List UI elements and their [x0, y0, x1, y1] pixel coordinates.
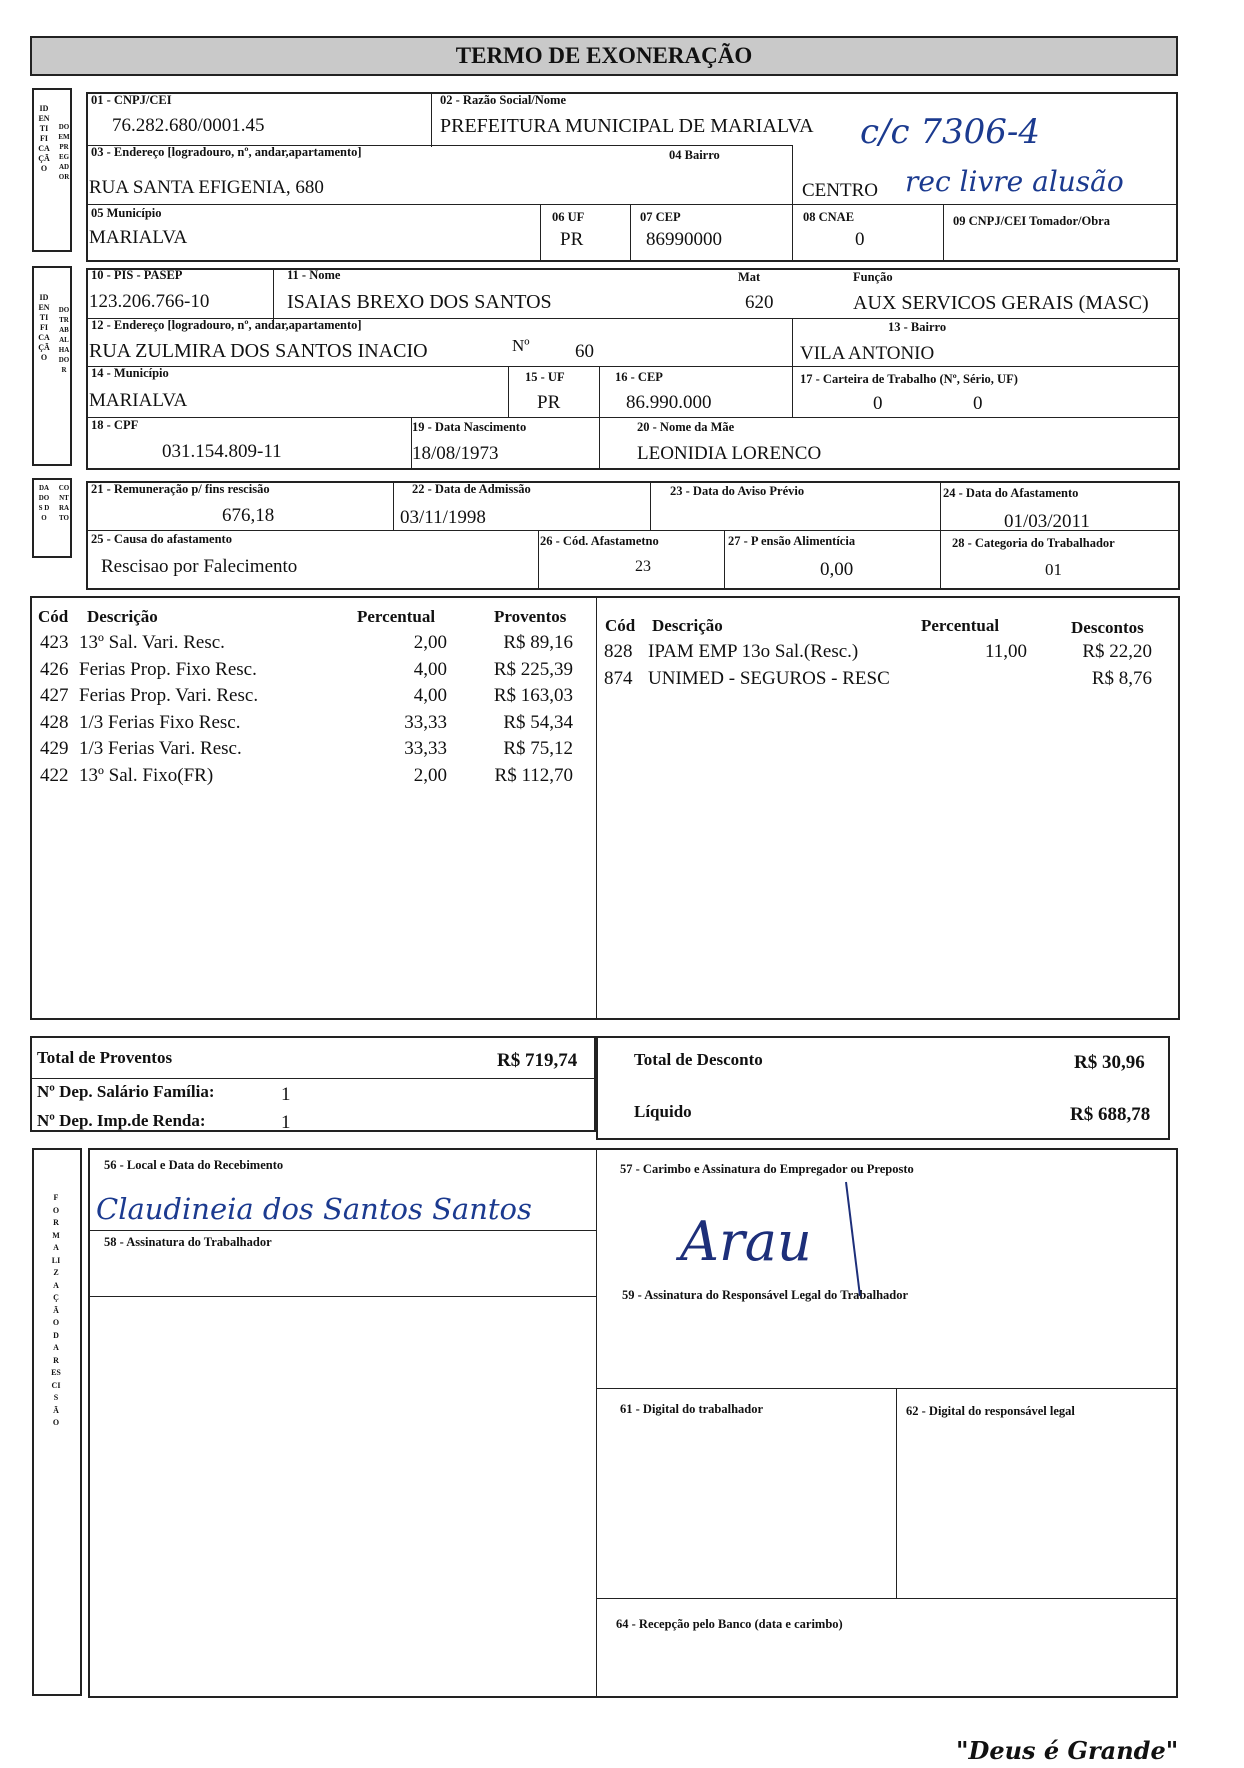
prov-h-perc: Percentual — [357, 607, 436, 626]
f61-label: 61 - Digital do trabalhador — [620, 1402, 764, 1416]
worker-side-label-1: IDENTIFICAÇÃO — [38, 293, 50, 362]
causa-value: Rescisao por Falecimento — [101, 556, 298, 577]
proventos-row-desc: 1/3 Ferias Fixo Resc. — [79, 711, 241, 733]
worker-num-value: 60 — [575, 341, 594, 362]
descontos-row-cod: 828 — [604, 641, 633, 662]
admissao-value: 03/11/1998 — [400, 507, 486, 528]
employer-signature: Arau — [680, 1210, 812, 1273]
salario-familia-value: 1 — [281, 1084, 291, 1105]
proventos-row-cod: 429 — [40, 738, 69, 760]
proventos-row-val: R$ 89,16 — [503, 632, 573, 653]
ctps-label: 17 - Carteira de Trabalho (Nº, Sério, UF) — [800, 372, 1018, 386]
mat-value: 620 — [745, 292, 774, 313]
worker-uf-value: PR — [537, 392, 561, 413]
div — [508, 366, 509, 417]
proventos-row-val: R$ 225,39 — [493, 658, 573, 680]
funcao-label: Função — [853, 270, 893, 284]
div — [88, 1230, 596, 1231]
proventos-row-cod: 422 — [40, 765, 69, 786]
div — [86, 417, 1180, 418]
div — [896, 1388, 897, 1598]
nasc-value: 18/08/1973 — [412, 443, 499, 464]
descontos-row-perc: 11,00 — [984, 641, 1027, 662]
f56-label: 56 - Local e Data do Recebimento — [104, 1158, 284, 1172]
pensao-value: 0,00 — [820, 559, 854, 580]
cnpj-label: 01 - CNPJ/CEI — [91, 93, 172, 107]
proventos-row-perc: 33,33 — [404, 711, 447, 733]
proventos-row-perc: 4,00 — [413, 658, 447, 680]
div — [596, 596, 597, 1020]
cnpj-value: 76.282.680/0001.45 — [112, 115, 265, 136]
nome-label: 11 - Nome — [287, 268, 341, 282]
div — [30, 1078, 596, 1079]
contract-side-label-1: DADOS DO — [38, 484, 50, 522]
employer-cnae-value: 0 — [855, 229, 865, 250]
descontos-row-cod: 874 — [604, 667, 633, 689]
div — [86, 204, 1178, 205]
form-side-label: FORMALIZAÇÃO DA RESCISÃO — [51, 1193, 61, 1427]
proventos-row-val: R$ 54,34 — [503, 711, 573, 733]
ctps-num: 0 — [873, 393, 883, 414]
employer-side-label-2: DO EMPREGADOR — [58, 123, 70, 181]
desc-h-perc: Percentual — [921, 616, 1000, 635]
prov-h-desc: Descrição — [87, 607, 158, 626]
remuneracao-label: 21 - Remuneração p/ fins rescisão — [91, 482, 270, 496]
proventos-row-desc: Ferias Prop. Vari. Resc. — [79, 685, 259, 707]
razao-label: 02 - Razão Social/Nome — [440, 93, 567, 107]
worker-municipio-label: 14 - Município — [91, 366, 169, 380]
worker-address-label: 12 - Endereço [logradouro, nº, andar,apartamento] — [91, 318, 362, 332]
causa-label: 25 - Causa do afastamento — [91, 532, 232, 546]
div — [431, 92, 432, 147]
proventos-row-val: R$ 163,03 — [493, 685, 573, 707]
employer-signature-stroke — [840, 1178, 870, 1308]
worker-municipio-value: MARIALVA — [89, 390, 188, 411]
div — [86, 366, 1180, 367]
total-proventos-label: Total de Proventos — [37, 1048, 173, 1067]
f57-label: 57 - Carimbo e Assinatura do Empregador ou Preposto — [620, 1162, 914, 1176]
descontos-row-desc: IPAM EMP 13o Sal.(Resc.) — [648, 641, 859, 662]
div — [599, 366, 600, 470]
liquido-value: R$ 688,78 — [1070, 1104, 1151, 1125]
mae-label: 20 - Nome da Mãe — [637, 420, 735, 434]
categoria-value: 01 — [1045, 560, 1062, 579]
imp-renda-value: 1 — [281, 1112, 291, 1133]
ctps-serie: 0 — [973, 393, 983, 414]
f58-label: 58 - Assinatura do Trabalhador — [104, 1235, 272, 1249]
proventos-row-val: R$ 75,12 — [503, 738, 573, 760]
proventos-row-desc: 13º Sal. Vari. Resc. — [79, 632, 225, 653]
worker-cep-label: 16 - CEP — [615, 370, 663, 384]
employer-uf-label: 06 UF — [552, 210, 585, 224]
nasc-label: 19 - Data Nascimento — [412, 420, 527, 434]
employer-bairro-value: CENTRO — [802, 180, 878, 201]
total-proventos-value: R$ 719,74 — [497, 1050, 578, 1071]
worker-num-label: Nº — [512, 336, 530, 355]
imp-renda-label: Nº Dep. Imp.de Renda: — [37, 1111, 206, 1130]
f59-label: 59 - Assinatura do Responsável Legal do Trabalhador — [622, 1288, 909, 1302]
total-desconto-label: Total de Desconto — [634, 1050, 763, 1069]
handwritten-note-side: rec livre alusão — [905, 165, 1124, 198]
afastamento-label: 24 - Data do Afastamento — [943, 486, 1079, 500]
employer-cep-value: 86990000 — [646, 229, 722, 250]
proventos-row-perc: 33,33 — [404, 738, 447, 760]
employer-uf-value: PR — [560, 229, 584, 250]
handwritten-note-top: c/c 7306-4 — [860, 112, 1040, 152]
contract-side-label-2: CONTRATO — [58, 484, 70, 522]
div — [273, 268, 274, 320]
categoria-label: 28 - Categoria do Trabalhador — [952, 536, 1115, 550]
worker-uf-label: 15 - UF — [525, 370, 565, 384]
proventos-row-perc: 2,00 — [413, 765, 447, 786]
desc-h-val: Descontos — [1071, 618, 1144, 637]
div — [596, 1148, 597, 1698]
mae-value: LEONIDIA LORENCO — [637, 443, 822, 464]
employer-cep-label: 07 CEP — [640, 210, 681, 224]
pis-value: 123.206.766-10 — [89, 291, 210, 312]
employer-bairro-label: 04 Bairro — [669, 148, 720, 162]
receipt-signature: Claudineia dos Santos Santos — [96, 1192, 532, 1226]
nome-value: ISAIAS BREXO DOS SANTOS — [287, 291, 552, 313]
worker-bairro-value: VILA ANTONIO — [800, 343, 935, 364]
worker-side-label-2: DO TRABALHADOR — [58, 306, 70, 374]
descontos-row-val: R$ 8,76 — [1091, 667, 1152, 689]
tomador-label: 09 CNPJ/CEI Tomador/Obra — [953, 214, 1110, 228]
proventos-row-desc: Ferias Prop. Fixo Resc. — [79, 658, 257, 680]
div — [88, 1296, 596, 1297]
div — [630, 204, 631, 262]
div — [538, 530, 539, 590]
proventos-row-cod: 426 — [40, 658, 69, 680]
div — [724, 530, 725, 590]
afastamento-value: 01/03/2011 — [1004, 511, 1090, 532]
admissao-label: 22 - Data de Admissão — [412, 482, 531, 496]
div — [596, 1388, 1178, 1389]
razao-value: PREFEITURA MUNICIPAL DE MARIALVA — [440, 115, 814, 137]
cpf-value: 031.154.809-11 — [162, 441, 282, 462]
prov-h-val: Proventos — [494, 607, 567, 626]
employer-address-value: RUA SANTA EFIGENIA, 680 — [89, 177, 324, 198]
proventos-row-desc: 13º Sal. Fixo(FR) — [79, 765, 214, 786]
worker-cep-value: 86.990.000 — [626, 392, 712, 413]
f62-label: 62 - Digital do responsável legal — [906, 1404, 1075, 1418]
f64-label: 64 - Recepção pelo Banco (data e carimbo) — [616, 1617, 843, 1631]
proventos-row-cod: 423 — [40, 632, 69, 653]
funcao-value: AUX SERVICOS GERAIS (MASC) — [853, 292, 1149, 314]
descontos-row-desc: UNIMED - SEGUROS - RESC — [648, 667, 890, 689]
cod-afast-label: 26 - Cód. Afastametno — [540, 534, 659, 548]
div — [792, 318, 793, 417]
proventos-row-perc: 2,00 — [413, 632, 447, 653]
page-title: TERMO DE EXONERAÇÃO — [455, 43, 753, 68]
proventos-row-perc: 4,00 — [413, 685, 447, 707]
worker-address-value: RUA ZULMIRA DOS SANTOS INACIO — [89, 340, 428, 362]
footer-motto: "Deus é Grande" — [956, 1736, 1179, 1765]
cod-afast-value: 23 — [635, 558, 651, 575]
div — [540, 204, 541, 262]
worker-bairro-label: 13 - Bairro — [888, 320, 947, 334]
prov-h-cod: Cód — [38, 607, 69, 626]
remuneracao-value: 676,18 — [222, 505, 275, 526]
div — [943, 204, 944, 262]
employer-side-label-1: IDENTIFICAÇÃO — [38, 104, 50, 173]
proventos-row-desc: 1/3 Ferias Vari. Resc. — [79, 738, 242, 760]
mat-label: Mat — [738, 270, 761, 284]
title-bar — [30, 36, 1178, 76]
desc-h-desc: Descrição — [652, 616, 723, 635]
employer-cnae-label: 08 CNAE — [803, 210, 855, 224]
pis-label: 10 - PIS - PASEP — [91, 268, 183, 282]
employer-address-label: 03 - Endereço [logradouro, nº, andar,apartamento] — [91, 145, 362, 159]
div — [650, 481, 651, 531]
cpf-label: 18 - CPF — [91, 418, 139, 432]
proventos-row-cod: 428 — [40, 711, 69, 733]
liquido-label: Líquido — [634, 1102, 692, 1121]
employer-municipio-value: MARIALVA — [89, 227, 188, 248]
pensao-label: 27 - P ensão Alimentícia — [728, 534, 856, 548]
aviso-label: 23 - Data do Aviso Prévio — [670, 484, 805, 498]
salario-familia-label: Nº Dep. Salário Família: — [37, 1082, 215, 1101]
div — [940, 481, 941, 590]
total-desconto-value: R$ 30,96 — [1074, 1052, 1145, 1073]
proventos-row-val: R$ 112,70 — [494, 765, 573, 786]
div — [596, 1598, 1178, 1599]
employer-municipio-label: 05 Município — [91, 206, 162, 220]
desc-h-cod: Cód — [605, 616, 636, 635]
proventos-row-cod: 427 — [40, 685, 69, 707]
div — [393, 481, 394, 531]
descontos-row-val: R$ 22,20 — [1082, 641, 1152, 662]
